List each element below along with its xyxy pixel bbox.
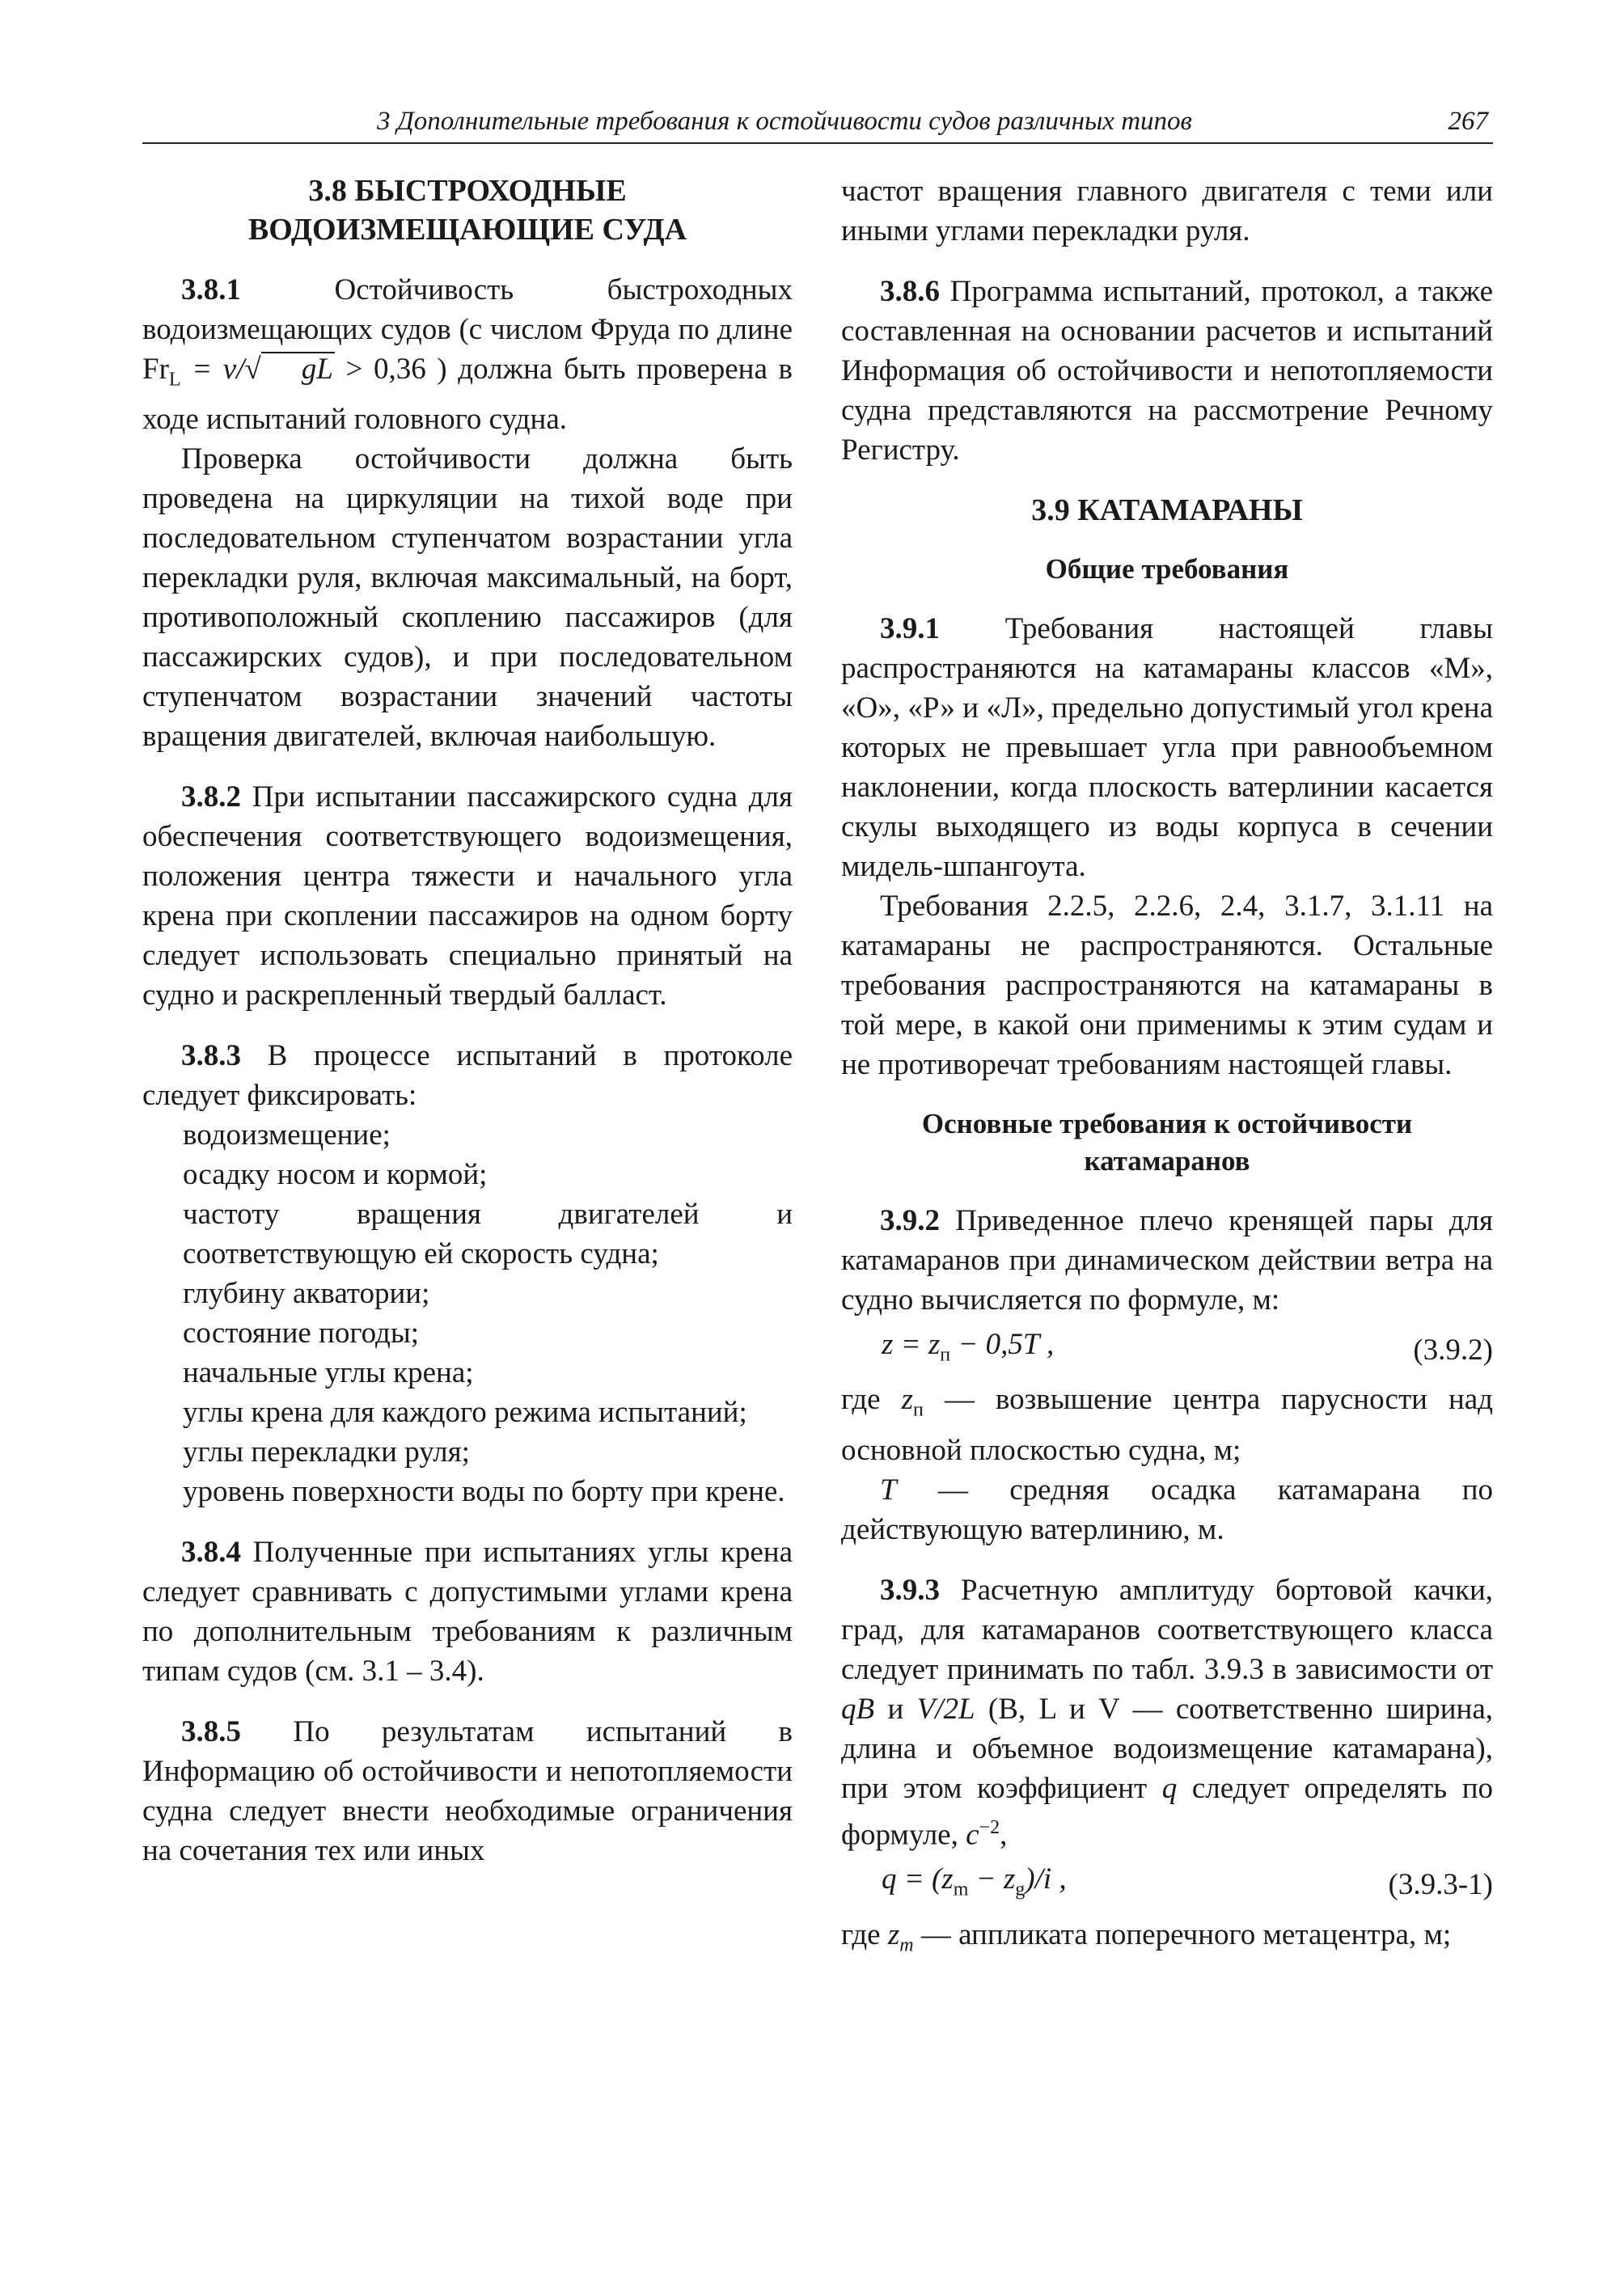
subheading-general: Общие требования: [1045, 553, 1289, 585]
formula-number: (3.9.2): [1413, 1333, 1493, 1367]
paragraph-3-8-5-cont: частот вращения главного двигателя с теми или иными углами перекладки руля.: [841, 175, 1493, 247]
paragraph-3-8-5: 3.8.5 По результатам испытаний в Информацию об остойчивости и непотопляемости судна следует внести необходимые ограничения на сочетания тех или иных: [142, 1715, 793, 1868]
list-item: углы перекладки руля;: [183, 1435, 470, 1469]
section-heading-3-8: 3.8 БЫСТРОХОДНЫЕ ВОДОИЗМЕЩАЮЩИЕ СУДА: [247, 174, 687, 247]
subheading-main-requirements: Основные требования к остойчивости катамаранов: [921, 1108, 1413, 1177]
list-item: глубину акватории;: [183, 1277, 430, 1311]
paragraph-3-9-2: 3.9.2 Приведенное плечо кренящей пары для катамаранов при динамическом действии ветра на судно вычисляется по формуле, м:: [841, 1204, 1493, 1317]
formula-3-9-3-1: $q = (z_m - z_g)/i$ , (3.9.3-1): [841, 1859, 1493, 1909]
froude-formula: $Fr_L = v/√$ gL > 0,36 ): [142, 353, 447, 391]
paragraph-3-9-1-cont: Требования 2.2.5, 2.2.6, 2.4, 3.1.7, 3.1.11 на катамараны не распространяются. Остальные требования распространяются на катамараны в той мере, в какой они применимы к этим судам и не противоречат требованиям настоящей главы.: [841, 890, 1493, 1081]
paragraph-3-8-1: 3.8.1 Остойчивость быстроходных водоизмещающих судов (с числом Фруда по длине $Fr_L = v/√$ gL > 0,36 ) должна быть проверена в ходе испытаний головного судна.: [142, 273, 793, 437]
paragraph-3-8-1-cont: Проверка остойчивости должна быть проведена на циркуляции на тихой воде при последовательном ступенчатом возрастании угла перекладки руля, включая максимальный, на борт, противоположный скоплению пассажиров (для пассажирских судов), и при последовательном ступенчатом возрастании значений частоты вращения двигателей, включая наибольшую.: [142, 442, 793, 754]
right-column: [841, 171, 1493, 1965]
formula-definition: T — средняя осадка катамарана по действующую ватерлинию, м.: [841, 1473, 1493, 1546]
formula-definition: где $z_m$ — аппликата поперечного метацентра, м;: [841, 1917, 1452, 1955]
formula-3-9-2: $z = z_п - 0,5T$ , (3.9.2): [841, 1325, 1493, 1375]
section-heading-3-9: 3.9 КАТАМАРАНЫ: [1031, 493, 1303, 527]
paragraph-3-9-3: 3.9.3 Расчетную амплитуду бортовой качки, град, для катамаранов соответствующего класса следует принимать по табл. 3.9.3 в зависимости от qB и V/2L (B, L и V — соответственно ширина, длина и объемное водоизмещение катамарана), при этом коэффициент q следует определять по формуле, $c^{-2}$,: [841, 1573, 1494, 1852]
list-item: состояние погоды;: [183, 1317, 419, 1351]
list-item: осадку носом и кормой;: [183, 1158, 488, 1192]
running-header: [142, 104, 1493, 144]
paragraph-3-8-4: 3.8.4 Полученные при испытаниях углы крена следует сравнивать с допустимыми углами крена по дополнительным требованиям к различным типам судов (см. 3.1 – 3.4).: [142, 1536, 793, 1689]
paragraph-3-9-1: 3.9.1 Требования настоящей главы распространяются на катамараны классов «М», «О», «Р» и «Л», предельно допустимый угол крена которых не превышает угла при равнообъемном наклонении, когда плоскость ватерлинии касается скулы выходящего из воды корпуса в сечении мидель-шпангоута.: [841, 612, 1493, 883]
paragraph-3-8-6: 3.8.6 Программа испытаний, протокол, а также составленная на основании расчетов и испытаний Информация об остойчивости и непотопляемости судна представляются на рассмотрение Речному Регистру.: [841, 275, 1494, 467]
list-item: уровень поверхности воды по борту при крене.: [183, 1475, 785, 1509]
list-item: углы крена для каждого режима испытаний;: [183, 1396, 747, 1430]
list-item: частоту вращения двигателей и соответствующую ей скорость судна;: [183, 1198, 793, 1271]
list-item: водоизмещение;: [183, 1118, 391, 1152]
paragraph-3-8-2: 3.8.2 При испытании пассажирского судна для обеспечения соответствующего водоизмещения, положения центра тяжести и начального угла крена при скоплении пассажиров на одном борту следует использовать специально принятый на судно и раскрепленный твердый балласт.: [142, 780, 793, 1012]
formula-number: (3.9.3-1): [1388, 1867, 1493, 1901]
formula-definition: где $z_п$ — возвышение центра парусности над основной плоскостью судна, м;: [841, 1383, 1493, 1467]
left-column: [142, 171, 793, 1870]
list-item: начальные углы крена;: [183, 1356, 474, 1390]
page-number: 267: [1448, 107, 1488, 136]
paragraph-3-8-3: 3.8.3 В процессе испытаний в протоколе следует фиксировать:: [142, 1039, 793, 1113]
running-header-title: 3 Дополнительные требования к остойчивости судов различных типов: [377, 107, 1192, 136]
